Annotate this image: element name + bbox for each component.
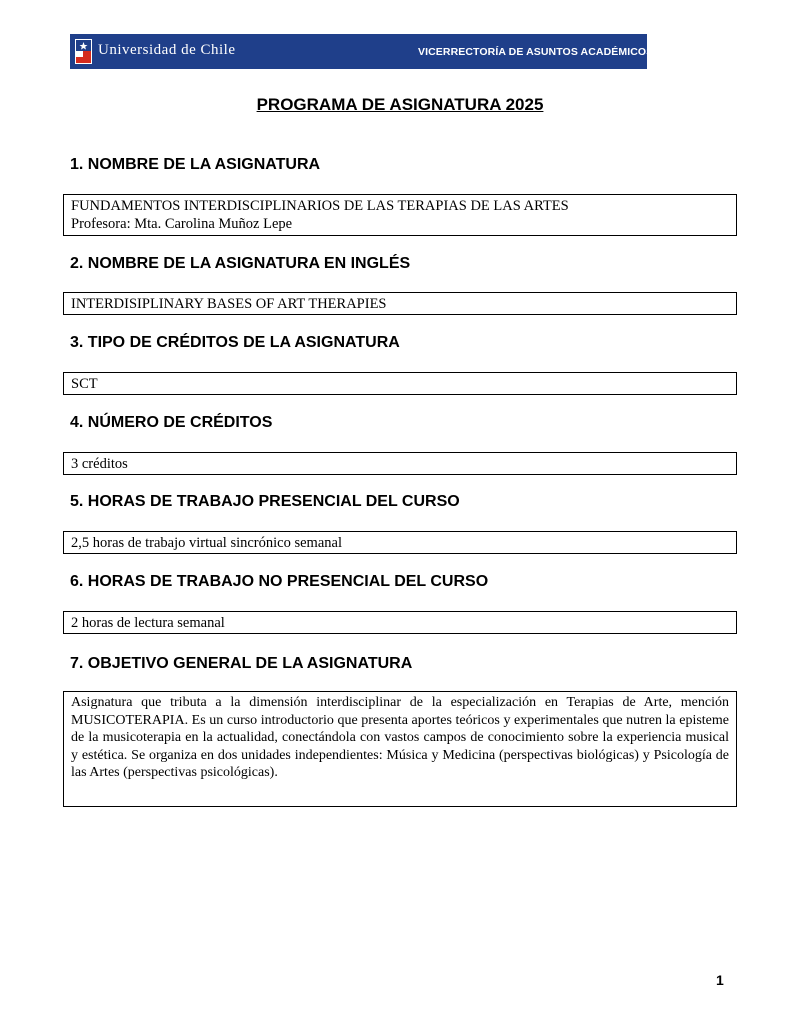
section-5-box xyxy=(63,531,737,554)
professor-name: Profesora: Mta. Carolina Muñoz Lepe xyxy=(71,216,293,232)
section-2-box xyxy=(63,292,737,315)
section-2-heading: 2. NOMBRE DE LA ASIGNATURA EN INGLÉS xyxy=(70,255,411,272)
section-6-box xyxy=(63,611,737,634)
course-name-english: INTERDISIPLINARY BASES OF ART THERAPIES xyxy=(71,296,387,312)
credit-type: SCT xyxy=(71,376,98,392)
section-7-box xyxy=(63,691,737,807)
document-title-text: PROGRAMA DE ASIGNATURA 2025 xyxy=(256,95,544,114)
course-name: FUNDAMENTOS INTERDISCIPLINARIOS DE LAS TERAPIAS DE LAS ARTES xyxy=(71,198,569,214)
section-7-heading: 7. OBJETIVO GENERAL DE LA ASIGNATURA xyxy=(70,655,413,672)
section-6-heading: 6. HORAS DE TRABAJO NO PRESENCIAL DEL CURSO xyxy=(70,573,489,590)
in-person-hours: 2,5 horas de trabajo virtual sincrónico semanal xyxy=(71,535,342,551)
section-3-heading: 3. TIPO DE CRÉDITOS DE LA ASIGNATURA xyxy=(70,334,400,351)
university-name: Universidad de Chile xyxy=(98,42,236,58)
credit-count: 3 créditos xyxy=(71,456,128,472)
general-objective-text: Asignatura que tributa a la dimensión interdisciplinar de la especialización en Terapias de Arte, mención MUSICOTERAPIA. Es un curso introductorio que presenta aportes teóricos y experimentales que nutren la episteme de la musicoterapia en la actualidad, conectándola con vastos campos de conocimiento sobre la experiencia musical y estética. Se organiza en dos unidades independientes: Música y Medicina (perspectivas biológicas) y Psicología de las Artes (perspectivas psicológicas). xyxy=(71,695,729,781)
page-number: 1 xyxy=(716,972,724,988)
section-1-box xyxy=(63,194,737,236)
section-4-heading: 4. NÚMERO DE CRÉDITOS xyxy=(70,414,273,431)
university-crest-icon xyxy=(75,39,92,64)
remote-hours: 2 horas de lectura semanal xyxy=(71,615,225,631)
office-name: VICERRECTORÍA DE ASUNTOS ACADÉMICOS xyxy=(418,46,654,58)
section-5-heading: 5. HORAS DE TRABAJO PRESENCIAL DEL CURSO xyxy=(70,493,460,510)
university-header-banner xyxy=(70,34,654,69)
document-title xyxy=(0,95,800,115)
section-3-box xyxy=(63,372,737,395)
section-4-box xyxy=(63,452,737,475)
section-1-heading: 1. NOMBRE DE LA ASIGNATURA xyxy=(70,156,321,173)
